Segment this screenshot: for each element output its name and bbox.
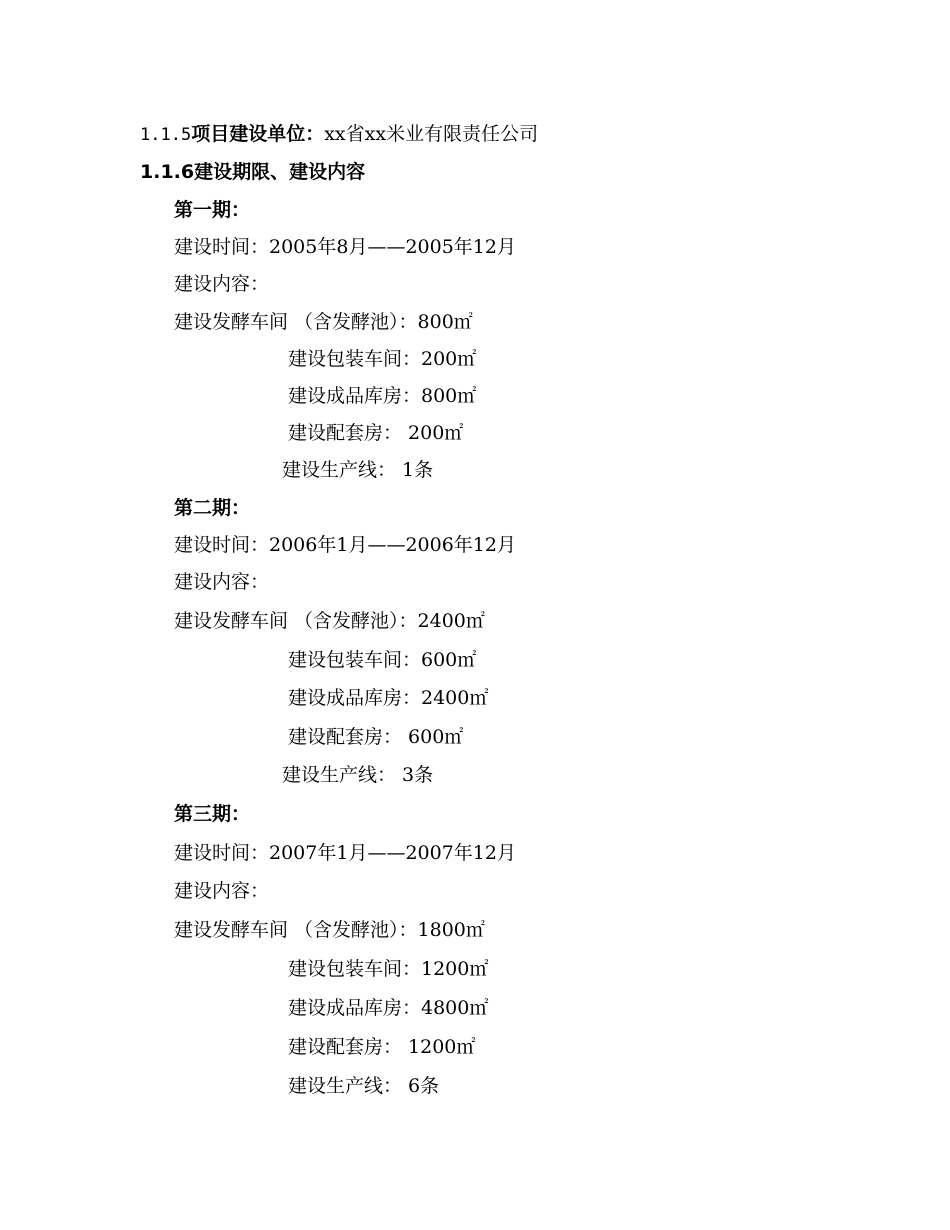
phase-title: 第一期： (174, 199, 251, 221)
phase-item: 建设生产线： 6条 (288, 1075, 440, 1097)
phase-item: 建设发酵车间 （含发酵池）：800㎡ (174, 311, 473, 333)
section-number: 1.1.5 (140, 125, 192, 145)
phase-time: 建设时间：2006年1月——2006年12月 (174, 534, 516, 556)
section-label: 建设期限、建设内容 (194, 161, 366, 183)
phase-item: 建设包装车间：200㎡ (288, 348, 477, 370)
phase-item: 建设生产线： 1条 (282, 459, 434, 481)
phase-item: 建设包装车间：600㎡ (288, 649, 477, 671)
phase-content-label: 建设内容： (174, 571, 270, 593)
section-label: 项目建设单位： (191, 123, 325, 145)
phase-time: 建设时间：2005年8月——2005年12月 (174, 236, 516, 258)
phase-item: 建设成品库房：2400㎡ (288, 687, 489, 709)
phase-item: 建设配套房： 200㎡ (288, 422, 464, 444)
phase-title: 第三期： (174, 803, 251, 825)
phase-item: 建设成品库房：800㎡ (288, 385, 477, 407)
phase-content-label: 建设内容： (174, 273, 270, 295)
phase-time: 建设时间：2007年1月——2007年12月 (174, 842, 516, 864)
section-value: xx省xx米业有限责任公司 (324, 123, 539, 145)
section-number: 1.1.6 (140, 161, 195, 183)
phase-item: 建设配套房： 600㎡ (288, 726, 464, 748)
phase-item: 建设成品库房：4800㎡ (288, 997, 489, 1019)
phase-item: 建设生产线： 3条 (282, 764, 434, 786)
section-1-1-5 (140, 122, 538, 147)
phase-item: 建设包装车间：1200㎡ (288, 958, 489, 980)
phase-item: 建设配套房： 1200㎡ (288, 1036, 476, 1058)
section-1-1-6 (140, 160, 365, 184)
phase-title: 第二期： (174, 497, 251, 519)
phase-item: 建设发酵车间 （含发酵池）：1800㎡ (174, 919, 485, 941)
phase-item: 建设发酵车间 （含发酵池）：2400㎡ (174, 610, 485, 632)
phase-content-label: 建设内容： (174, 880, 270, 902)
